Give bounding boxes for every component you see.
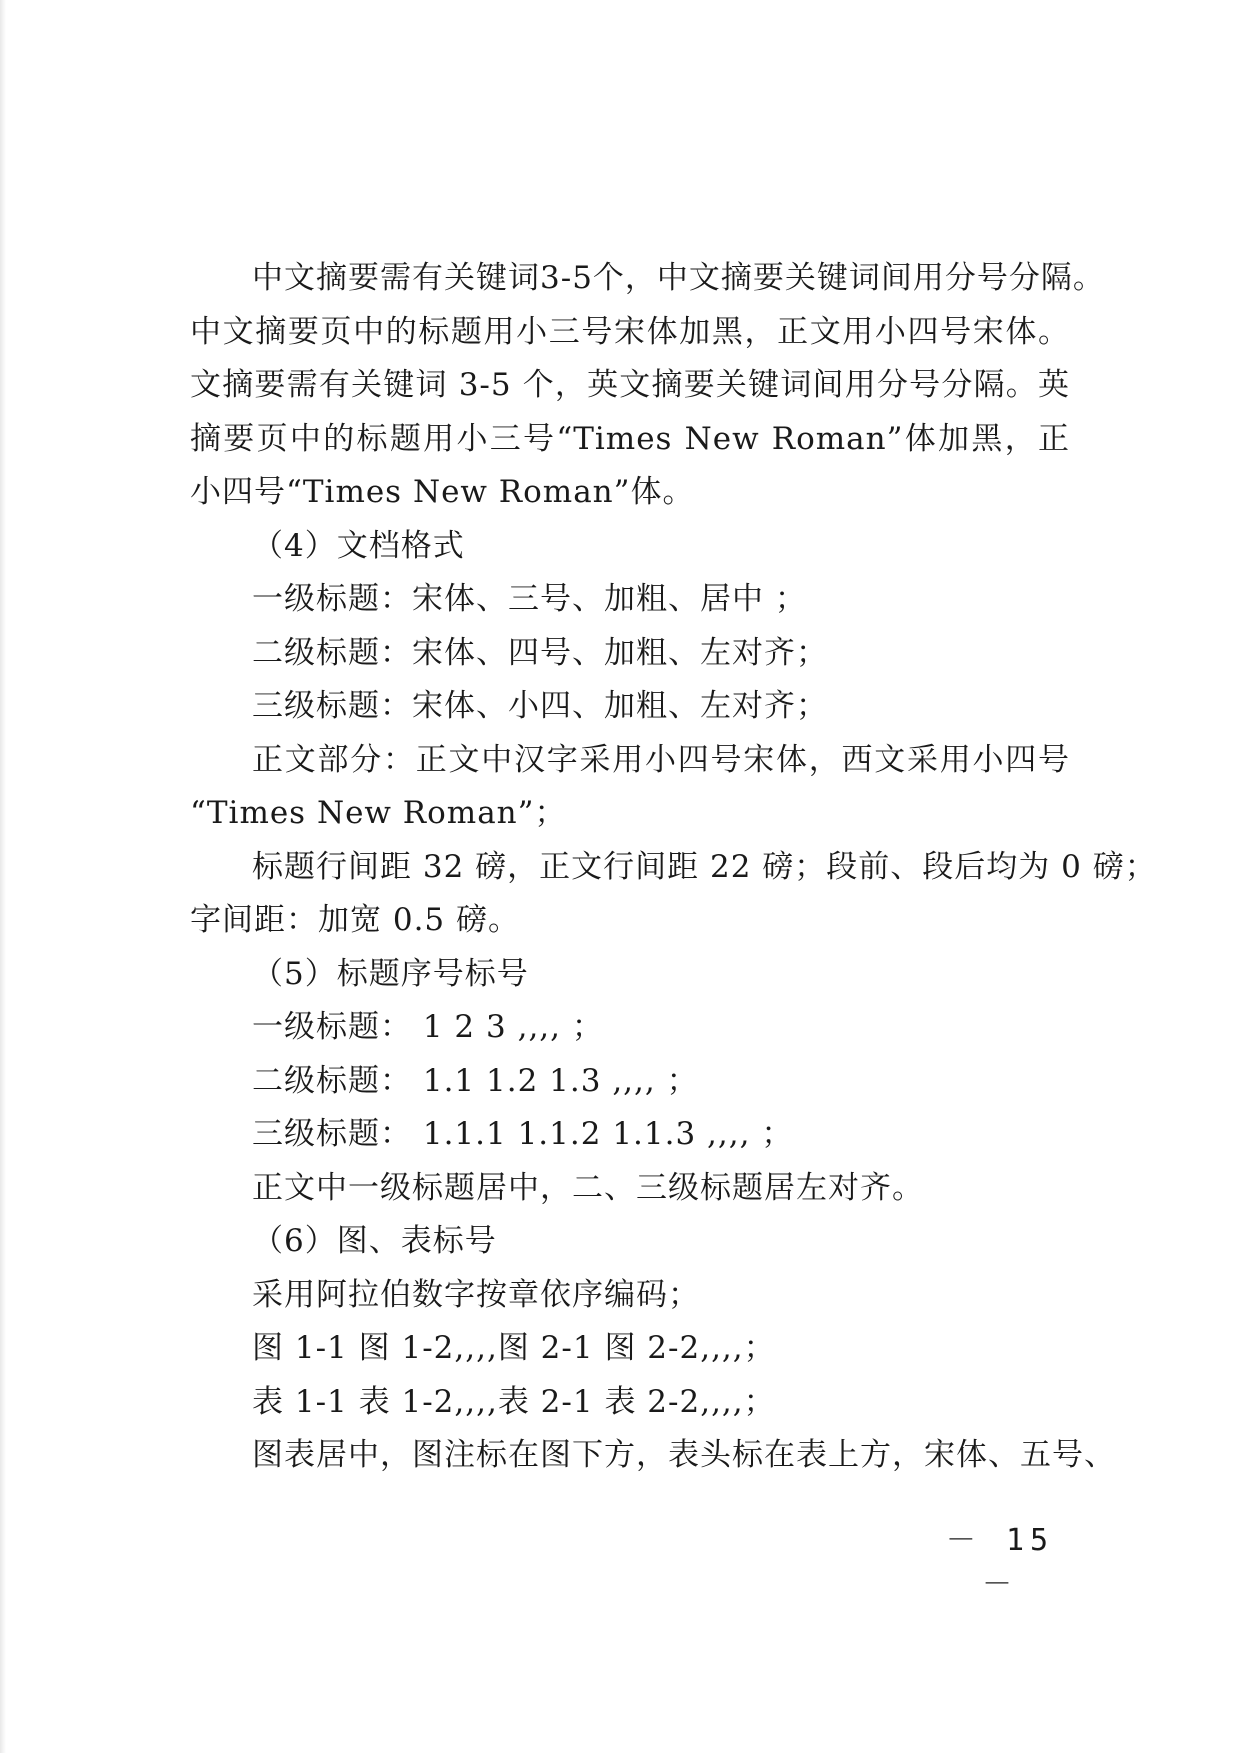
paragraph-line: 三级标题： 1.1.1 1.1.2 1.1.3 ,,,, ；: [252, 1116, 794, 1152]
section-heading: （4）文档格式: [252, 527, 465, 564]
paragraph-line: 文摘要需有关键词 3-5 个，英文摘要关键词间用分号分隔。英: [190, 367, 1070, 403]
paragraph-line: 采用阿拉伯数字按章依序编码；: [252, 1276, 700, 1313]
paragraph-line: 三级标题：宋体、小四、加粗、左对齐；: [252, 688, 828, 724]
paragraph-line: 图表居中，图注标在图下方，表头标在表上方，宋体、五号、: [252, 1437, 1116, 1473]
paragraph-line: 字间距：加宽 0.5 磅。: [190, 902, 521, 938]
paragraph-line: 摘要页中的标题用小三号“Times New Roman”体加黑，正: [190, 420, 1070, 457]
paragraph-line: 正文部分：正文中汉字采用小四号宋体，西文采用小四号: [252, 741, 1070, 778]
paragraph-line: 中文摘要页中的标题用小三号宋体加黑，正文用小四号宋体。: [190, 313, 1070, 350]
page-number: － 15 －: [945, 1523, 1055, 1602]
paragraph-line: 一级标题： 1 2 3 ,,,, ；: [252, 1009, 604, 1045]
paragraph-line: 正文中一级标题居中，二、三级标题居左对齐。: [252, 1169, 924, 1206]
paragraph-line: “Times New Roman”；: [190, 795, 567, 831]
paragraph-line: 二级标题： 1.1 1.2 1.3 ,,,, ；: [252, 1062, 699, 1099]
body-text: [190, 252, 1157, 1483]
paragraph-line: 中文摘要需有关键词3-5个，中文摘要关键词间用分号分隔。: [252, 260, 1105, 296]
section-heading: （6）图、表标号: [252, 1223, 497, 1259]
section-heading: （5）标题序号标号: [252, 955, 529, 992]
paragraph-line: 小四号“Times New Roman”体。: [190, 474, 695, 510]
paragraph-line: 二级标题：宋体、四号、加粗、左对齐；: [252, 634, 828, 671]
paragraph-line: 一级标题：宋体、三号、加粗、居中 ；: [252, 581, 807, 617]
paragraph-line: 图 1-1 图 1-2,,,,图 2-1 图 2-2,,,,；: [252, 1330, 776, 1366]
scan-edge: [0, 0, 6, 1753]
paragraph-line: 标题行间距 32 磅，正文行间距 22 磅；段前、段后均为 0 磅；: [252, 848, 1157, 885]
paragraph-line: 表 1-1 表 1-2,,,,表 2-1 表 2-2,,,,；: [252, 1383, 776, 1420]
